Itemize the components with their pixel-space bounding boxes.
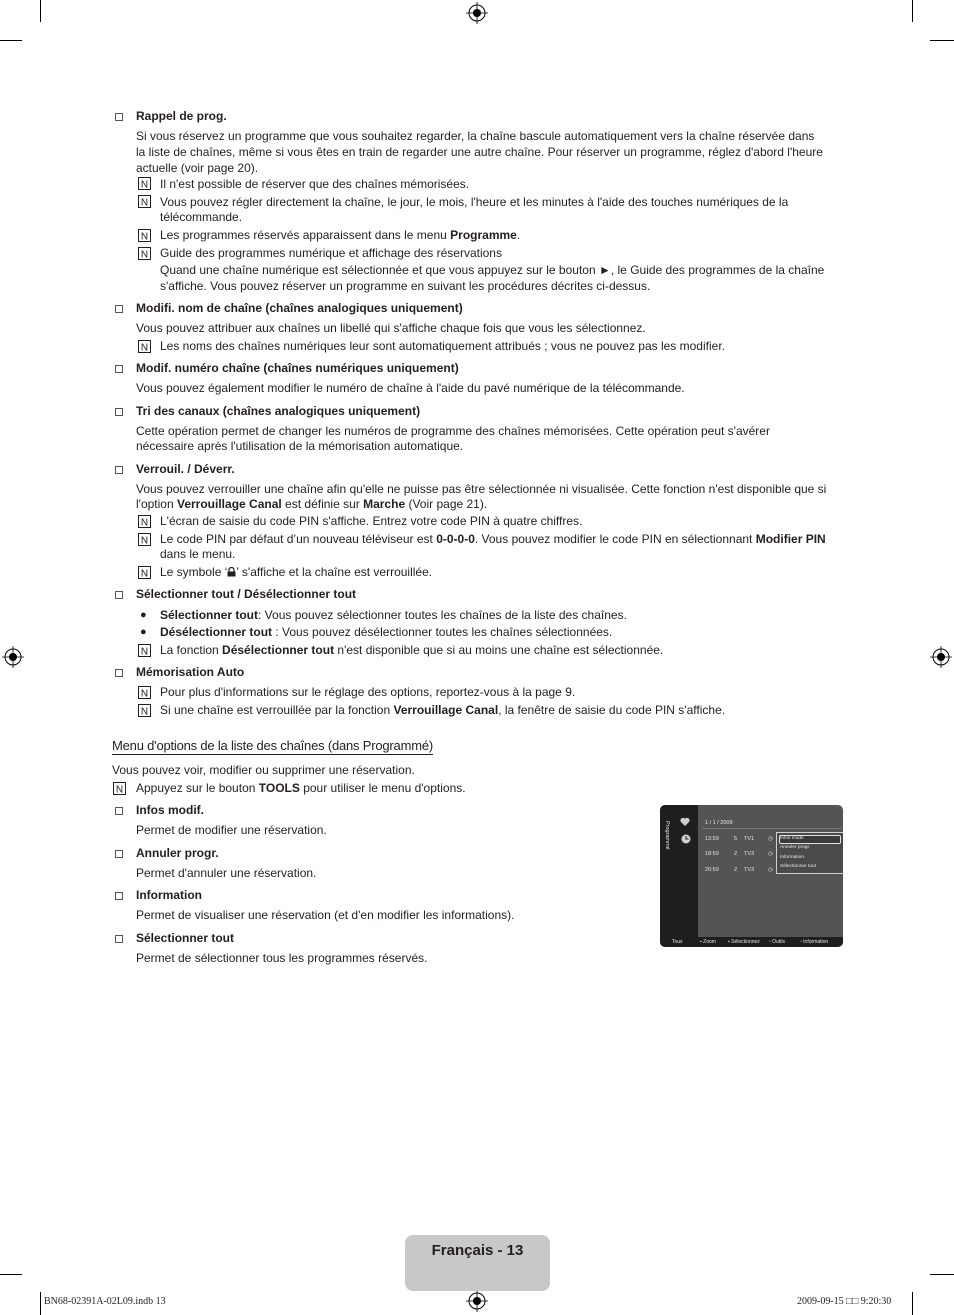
crop-mark xyxy=(0,1274,22,1275)
section-title: Rappel de prog. xyxy=(136,109,227,123)
tv-bottom-bar xyxy=(660,937,843,947)
square-bullet-icon xyxy=(115,850,123,858)
square-bullet-icon xyxy=(115,669,123,677)
tv-row-time: 13:59 xyxy=(705,836,719,842)
note-icon xyxy=(138,229,151,242)
note-text: Les programmes réservés apparaissent dans le menu Programme. xyxy=(160,228,521,242)
tv-clock-icon: ◷ xyxy=(768,867,773,873)
note-text: Le code PIN par défaut d’un nouveau téléviseur est 0-0-0-0. Vous pouvez modifier le code PIN en sélectionnant Modifier PIN xyxy=(160,532,826,546)
page-number-tab xyxy=(405,1235,550,1291)
square-bullet-icon xyxy=(115,113,123,121)
tv-bar-all: Tous xyxy=(672,939,683,945)
tv-row-channel: TV3 xyxy=(744,851,755,857)
paragraph: Vous pouvez également modifier le numéro de chaîne à l'aide du pavé numérique de la télécommande. xyxy=(136,381,685,395)
print-date: 2009-09-15 □□ 9:20:30 xyxy=(797,1296,892,1307)
tv-row-num: 2 xyxy=(734,867,738,873)
round-bullet-icon: ● xyxy=(140,609,147,621)
tv-row-time: 18:59 xyxy=(705,851,719,857)
svg-text:N: N xyxy=(140,249,149,260)
paragraph: l'option Verrouillage Canal est définie sur Marche (Voir page 21). xyxy=(136,497,488,511)
registration-mark-icon xyxy=(930,646,952,668)
option-desc: Permet de visualiser une réservation (et d'en modifier les informations). xyxy=(136,908,515,922)
note-text: dans le menu. xyxy=(160,547,236,561)
file-info: BN68-02391A-02L09.indb 13 xyxy=(44,1296,166,1307)
registration-mark-icon xyxy=(466,2,488,24)
note-icon xyxy=(138,644,151,657)
svg-text:N: N xyxy=(140,568,149,579)
tv-row-time: 20:59 xyxy=(705,867,719,873)
registration-mark-icon xyxy=(466,1290,488,1312)
section-title: Modif. numéro chaîne (chaînes numériques uniquement) xyxy=(136,361,459,375)
note-icon xyxy=(138,704,151,717)
svg-text:N: N xyxy=(140,231,149,242)
paragraph: nécessaire après l'utilisation de la mémorisation automatique. xyxy=(136,439,464,453)
note-icon xyxy=(138,247,151,260)
note-icon xyxy=(138,340,151,353)
bullet-text: Sélectionner tout: Vous pouvez sélectionner toutes les chaînes de la liste des chaînes. xyxy=(160,608,627,622)
section-title: Mémorisation Auto xyxy=(136,665,245,679)
round-bullet-icon: ● xyxy=(140,626,147,638)
paragraph: Vous pouvez attribuer aux chaînes un libellé qui s'affiche chaque fois que vous les sélectionnez. xyxy=(136,321,646,335)
square-bullet-icon xyxy=(115,935,123,943)
option-desc: Permet de sélectionner tous les programmes réservés. xyxy=(136,951,428,965)
svg-text:N: N xyxy=(140,535,149,546)
crop-mark xyxy=(930,40,954,41)
square-bullet-icon xyxy=(115,365,123,373)
note-icon xyxy=(138,177,151,190)
tv-date: 1 / 1 / 2009 xyxy=(705,820,733,826)
crop-mark xyxy=(0,40,22,41)
paragraph: Cette opération permet de changer les numéros de programme des chaînes mémorisées. Cette opération peut s'avérer xyxy=(136,424,770,438)
tv-popup-item[interactable]: Information xyxy=(780,855,804,860)
note-text: Pour plus d'informations sur le réglage des options, reportez-vous à la page 9. xyxy=(160,685,576,699)
heart-icon xyxy=(680,817,690,826)
tv-clock-icon: ◷ xyxy=(768,851,773,857)
note-text: Guide des programmes numérique et affichage des réservations xyxy=(160,246,502,260)
option-title: Sélectionner tout xyxy=(136,931,235,945)
square-bullet-icon xyxy=(115,408,123,416)
tv-bar-select: ▪ Sélectionnez xyxy=(728,939,760,945)
tv-popup-item[interactable]: Sélectionner tout xyxy=(780,864,817,869)
tv-row-num: 2 xyxy=(734,851,738,857)
paragraph: Quand une chaîne numérique est sélectionnée et que vous appuyez sur le bouton ►, le Guide des programmes de la chaîne xyxy=(160,263,825,277)
tv-sidebar xyxy=(660,805,698,937)
paragraph: Vous pouvez voir, modifier ou supprimer une réservation. xyxy=(112,763,415,777)
paragraph: la liste de chaînes, même si vous êtes en train de regarder une autre chaîne. Pour réserver un programme, réglez d'abord l'heure xyxy=(136,145,823,159)
note-icon xyxy=(138,533,151,546)
note-text: Les noms des chaînes numériques leur sont automatiquement attribués ; vous ne pouvez pas les modifier. xyxy=(160,339,725,353)
note-text: Il n'est possible de réserver que des chaînes mémorisées. xyxy=(160,177,470,191)
svg-text:N: N xyxy=(140,197,149,208)
section-title: Sélectionner tout / Désélectionner tout xyxy=(136,587,357,601)
section-title: Verrouil. / Déverr. xyxy=(136,462,235,476)
crop-mark xyxy=(912,0,913,22)
paragraph: actuelle (voir page 20). xyxy=(136,161,259,175)
tv-clock-icon: ◷ xyxy=(768,836,773,842)
square-bullet-icon xyxy=(115,892,123,900)
paragraph: s'affiche. Vous pouvez réserver un programme en suivant les procédures décrites ci-dessus. xyxy=(160,279,651,293)
tv-bar-zoom: ▪ Zoom xyxy=(700,939,716,945)
note-text: Vous pouvez régler directement la chaîne, le jour, le mois, l'heure et les minutes à l'aide des touches numériques de la xyxy=(160,195,789,209)
paragraph: Si vous réservez un programme que vous souhaitez regarder, la chaîne bascule automatiquement vers la chaîne réservée dans xyxy=(136,129,815,143)
square-bullet-icon xyxy=(115,466,123,474)
tv-bar-tools: ▫ Outils xyxy=(769,939,785,945)
option-desc: Permet d'annuler une réservation. xyxy=(136,866,317,880)
square-bullet-icon xyxy=(115,305,123,313)
section-title: Tri des canaux (chaînes analogiques uniquement) xyxy=(136,404,421,418)
note-text: Le symbole ‘ ’ s'affiche et la chaîne est verrouillée. xyxy=(160,565,433,579)
note-text: Appuyez sur le bouton TOOLS pour utiliser le menu d'options. xyxy=(136,781,466,795)
note-icon xyxy=(138,686,151,699)
tv-popup-item[interactable]: Infos modif. xyxy=(780,836,805,841)
paragraph: Vous pouvez verrouiller une chaîne afin qu'elle ne puisse pas être sélectionnée ni visualisée. Cette fonction n'est disponible que si xyxy=(136,482,827,496)
bullet-text: Désélectionner tout : Vous pouvez désélectionner toutes les chaînes sélectionnées. xyxy=(160,625,613,639)
svg-text:N: N xyxy=(140,179,149,190)
note-icon xyxy=(138,515,151,528)
svg-text:N: N xyxy=(140,688,149,699)
tv-popup-item[interactable]: Annuler progr. xyxy=(780,845,811,850)
option-desc: Permet de modifier une réservation. xyxy=(136,823,327,837)
option-title: Information xyxy=(136,888,202,902)
tv-row-num: 5 xyxy=(734,836,738,842)
page-number: Français - 13 xyxy=(431,1242,524,1259)
crop-mark xyxy=(930,1274,954,1275)
crop-mark xyxy=(40,0,41,22)
tv-row-channel: TV1 xyxy=(744,836,755,842)
tv-side-label: Programmé xyxy=(664,821,670,850)
option-title: Annuler progr. xyxy=(136,846,219,860)
clock-icon xyxy=(681,834,691,844)
note-text: Si une chaîne est verrouillée par la fonction Verrouillage Canal, la fenêtre de saisie du code PIN s'affiche. xyxy=(160,703,726,717)
svg-text:N: N xyxy=(140,646,149,657)
tv-screen xyxy=(660,805,843,947)
note-icon xyxy=(138,566,151,579)
note-icon xyxy=(113,782,126,795)
tv-bar-info: ▫ Information xyxy=(800,939,829,945)
option-title: Infos modif. xyxy=(136,803,204,817)
subsection-heading: Menu d'options de la liste des chaînes (dans Programmé) xyxy=(112,738,433,753)
note-icon xyxy=(138,195,151,208)
crop-mark xyxy=(912,1292,913,1315)
crop-mark xyxy=(40,1292,41,1315)
svg-text:N: N xyxy=(140,342,149,353)
square-bullet-icon xyxy=(115,807,123,815)
svg-text:N: N xyxy=(115,784,124,795)
tv-row-channel: TV3 xyxy=(744,867,755,873)
tv-divider xyxy=(702,828,842,829)
square-bullet-icon xyxy=(115,591,123,599)
svg-text:N: N xyxy=(140,706,149,717)
note-text: télécommande. xyxy=(160,210,243,224)
tv-options-popup xyxy=(776,832,843,874)
svg-text:N: N xyxy=(140,517,149,528)
note-text: La fonction Désélectionner tout n'est disponible que si au moins une chaîne est sélectionnée. xyxy=(160,643,664,657)
section-title: Modifi. nom de chaîne (chaînes analogiques uniquement) xyxy=(136,301,463,315)
note-text: L'écran de saisie du code PIN s'affiche. Entrez votre code PIN à quatre chiffres. xyxy=(160,514,583,528)
registration-mark-icon xyxy=(2,646,24,668)
